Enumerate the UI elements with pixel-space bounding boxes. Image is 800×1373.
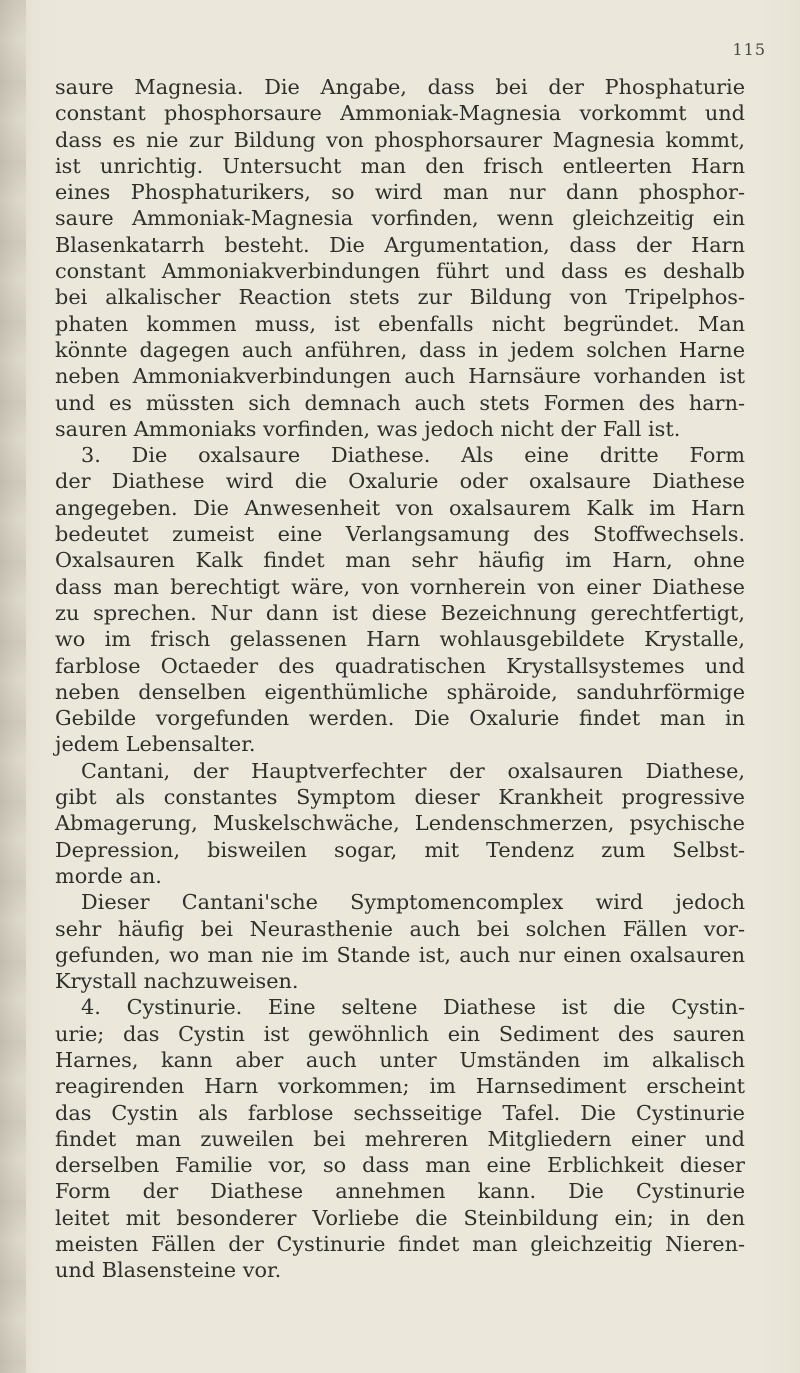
- text-line: constant phosphorsaure Ammoniak-Magnesia vorkommt und: [55, 101, 745, 126]
- text-line: dass es nie zur Bildung von phosphorsaurer Magnesia kommt,: [55, 127, 745, 152]
- text-line: Dieser Cantani'sche Symptomencomplex wird jedoch: [81, 890, 745, 915]
- text-line: könnte dagegen auch anführen, dass in jedem solchen Harne: [55, 337, 745, 362]
- text-line: farblose Octaeder des quadratischen Krystallsystemes und: [55, 653, 745, 678]
- text-line: der Diathese wird die Oxalurie oder oxalsaure Diathese: [55, 469, 745, 494]
- text-line: eines Phosphaturikers, so wird man nur dann phosphor-: [55, 180, 745, 205]
- text-line: sauren Ammoniaks vorfinden, was jedoch nicht der Fall ist.: [55, 416, 681, 441]
- text-line: 3. Die oxalsaure Diathese. Als eine dritte Form: [81, 443, 745, 468]
- text-line: findet man zuweilen bei mehreren Mitgliedern einer und: [55, 1126, 745, 1151]
- text-line: das Cystin als farblose sechsseitige Tafel. Die Cystinurie: [55, 1100, 745, 1125]
- text-line: bei alkalischer Reaction stets zur Bildung von Tripelphos-: [55, 285, 745, 310]
- text-line: sehr häufig bei Neurasthenie auch bei solchen Fällen vor-: [55, 916, 745, 941]
- text-line: angegeben. Die Anwesenheit von oxalsaurem Kalk im Harn: [55, 495, 745, 520]
- text-line: urie; das Cystin ist gewöhnlich ein Sediment des sauren: [55, 1021, 745, 1046]
- text-line: zu sprechen. Nur dann ist diese Bezeichnung gerechtfertigt,: [55, 600, 745, 625]
- text-line: saure Ammoniak-Magnesia vorfinden, wenn gleichzeitig ein: [55, 206, 745, 231]
- text-line: und Blasensteine vor.: [55, 1258, 282, 1283]
- text-line: leitet mit besonderer Vorliebe die Steinbildung ein; in den: [55, 1205, 745, 1230]
- text-line: bedeutet zumeist eine Verlangsamung des Stoffwechsels.: [55, 522, 745, 547]
- text-line: phaten kommen muss, ist ebenfalls nicht begründet. Man: [55, 311, 745, 336]
- text-line: reagirenden Harn vorkommen; im Harnsediment erscheint: [55, 1074, 745, 1099]
- text-line: Depression, bisweilen sogar, mit Tendenz zum Selbst-: [55, 837, 745, 862]
- text-line: Abmagerung, Muskelschwäche, Lendenschmerzen, psychische: [55, 811, 745, 836]
- text-line: Oxalsauren Kalk findet man sehr häufig im Harn, ohne: [55, 548, 745, 573]
- page-gutter-shadow: [0, 0, 26, 1373]
- text-line: dass man berechtigt wäre, von vornherein von einer Diathese: [55, 574, 745, 599]
- text-line: saure Magnesia. Die Angabe, dass bei der Phosphaturie: [55, 75, 745, 99]
- text-line: gibt als constantes Symptom dieser Krankheit progressive: [55, 785, 745, 810]
- text-line: derselben Familie vor, so dass man eine Erblichkeit dieser: [55, 1153, 745, 1178]
- text-line: Krystall nachzuweisen.: [55, 969, 299, 994]
- text-line: Cantani, der Hauptverfechter der oxalsauren Diathese,: [81, 758, 745, 783]
- text-line: Blasenkatarrh besteht. Die Argumentation, dass der Harn: [55, 232, 745, 257]
- text-line: und es müssten sich demnach auch stets Formen des harn-: [55, 390, 745, 415]
- text-line: jedem Lebensalter.: [55, 732, 256, 757]
- body-text: [55, 74, 745, 1284]
- text-line: Gebilde vorgefunden werden. Die Oxalurie findet man in: [55, 706, 745, 731]
- text-line: wo im frisch gelassenen Harn wohlausgebildete Krystalle,: [55, 627, 745, 652]
- page-number: 115: [732, 40, 766, 59]
- text-line: 4. Cystinurie. Eine seltene Diathese ist die Cystin-: [81, 995, 745, 1020]
- text-line: meisten Fällen der Cystinurie findet man gleichzeitig Nieren-: [55, 1232, 745, 1257]
- text-line: constant Ammoniakverbindungen führt und dass es deshalb: [55, 259, 745, 284]
- text-line: Form der Diathese annehmen kann. Die Cystinurie: [55, 1179, 745, 1204]
- text-line: neben Ammoniakverbindungen auch Harnsäure vorhanden ist: [55, 364, 745, 389]
- text-line: Harnes, kann aber auch unter Umständen im alkalisch: [55, 1047, 745, 1072]
- text-line: gefunden, wo man nie im Stande ist, auch nur einen oxalsauren: [55, 942, 745, 967]
- text-line: neben denselben eigenthümliche sphäroide, sanduhrförmige: [55, 679, 745, 704]
- text-line: ist unrichtig. Untersucht man den frisch entleerten Harn: [55, 153, 745, 178]
- text-line: morde an.: [55, 863, 162, 888]
